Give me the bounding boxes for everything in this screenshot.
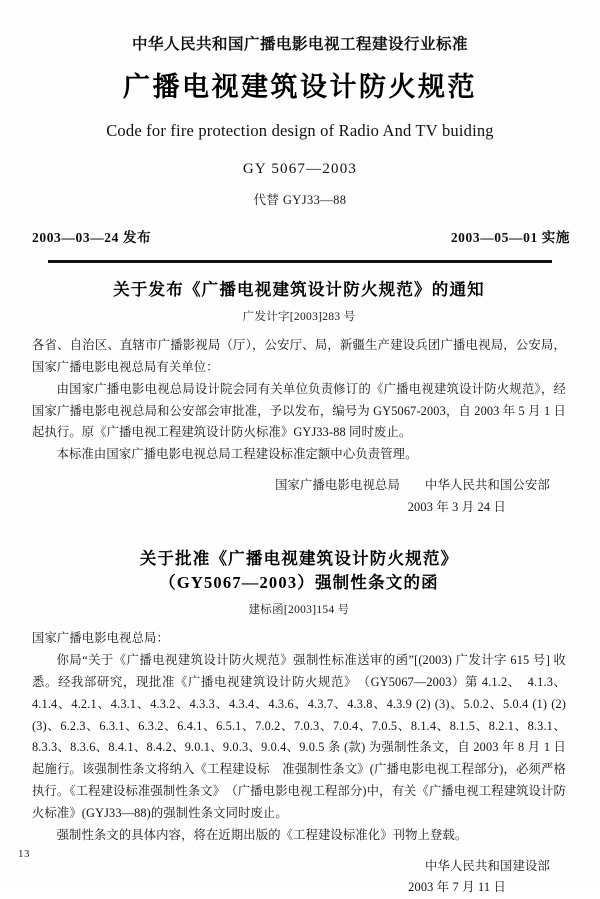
notice2-heading-line1: 关于批准《广播电视建筑设计防火规范》	[139, 549, 459, 569]
english-title: Code for fire protection design of Radio And TV buiding	[106, 120, 494, 140]
replaces-standard: 代替 GYJ33—88	[253, 192, 347, 207]
notice2-heading-line2: （GY5067—2003）强制性条文的函	[159, 573, 439, 593]
notice1-paragraph: 各省、自治区、直辖市广播影视局（厅），公安厅、局，新疆生产建设兵团广播电视局，公安局，国家广播电影电视总局有关单位：	[32, 337, 566, 374]
section-gap	[0, 518, 600, 532]
notice2-signature-date: 2003 年 7 月 11 日	[408, 880, 506, 895]
notice2-body	[32, 628, 566, 847]
publish-date: 2003—03—24 发布	[32, 229, 152, 245]
notice1-doc-number: 广发计字[2003]283 号	[242, 310, 356, 323]
notice1-body	[32, 335, 566, 466]
notice1-signature	[32, 475, 566, 518]
cover-block	[0, 0, 600, 208]
standard-code: GY 5067—2003	[242, 160, 358, 177]
notice-approval	[0, 547, 600, 899]
notice1-signature-org: 国家广播电影电视总局 中华人民共和国公安部	[275, 478, 550, 493]
page-title: 广播电视建筑设计防火规范	[123, 71, 477, 102]
notice2-paragraph: 国家广播电影电视总局：	[32, 631, 169, 646]
notice1-heading: 关于发布《广播电视建筑设计防火规范》的通知	[113, 279, 485, 299]
notice1-paragraph: 由国家广播电影电视总局设计院会同有关单位负责修订的《广播电视建筑设计防火规范》，经国家广播电影电视总局和公安部会审批准，予以发布，编号为 GY5067-2003，自 2003 年 5 月 1 日起执行。原《广播电视工程建筑设计防火标准》GYJ33-88 同时废止。	[32, 381, 566, 440]
notice2-paragraph: 你局“关于《广播电视建筑设计防火规范》强制性标准送审的函”[(2003) 广发计字 615 号] 收悉。经我部研究，现批准《广播电视建筑设计防火规范》 （GY5067—2003）第 4.1.2、 4.1.3、4.1.4、4.2.1、4.3.1、4.3.2、4.3.3、4.3.4、4.3.6、4.3.7、4.3.8、4.3.9 (2) (3)、5.0.2、5.0.4 (1) (2)(3)、6.2.3、6.3.1、6.3.2、6.4.1、6.5.1、7.0.2、7.0.3、7.0.4、7.0.5、8.1.4、8.1.5、8.2.1、8.3.1、8.3.3、8.3.6、8.4.1、8.4.2、9.0.1、9.0.3、9.0.4、9.0.5 条 (款) 为强制性条文，自 2003 年 8 月 1 日起施行。该强制性条文将纳入《工程建设标 准强制性条文》(广播电影电视工程部分)，必须严格执行。《工程建设标准强制性条文》 （广播电影电视工程部分)中，有关《广播电视工程建筑设计防火标准》(GYJ33—88)的强制性条文同时废止。	[32, 652, 566, 821]
standard-series-line: 中华人民共和国广播电影电视工程建设行业标准	[131, 36, 468, 53]
notice-publication	[0, 278, 600, 518]
notice2-signature	[32, 856, 566, 899]
notice2-signature-org: 中华人民共和国建设部	[425, 858, 550, 873]
notice2-heading	[32, 547, 566, 595]
publish-implement-row	[0, 226, 600, 246]
page-number: 13	[18, 848, 30, 860]
implement-date: 2003—05—01 实施	[450, 229, 570, 245]
notice1-paragraph: 本标准由国家广播电影电视总局工程建设标准定额中心负责管理。	[56, 447, 418, 462]
header-divider	[48, 260, 552, 263]
notice1-signature-date: 2003 年 3 月 24 日	[407, 499, 506, 514]
notice2-paragraph: 强制性条文的具体内容，将在近期出版的《工程建设标准化》刊物上登载。	[56, 827, 468, 842]
notice2-doc-number: 建标函[2003]154 号	[248, 604, 350, 617]
